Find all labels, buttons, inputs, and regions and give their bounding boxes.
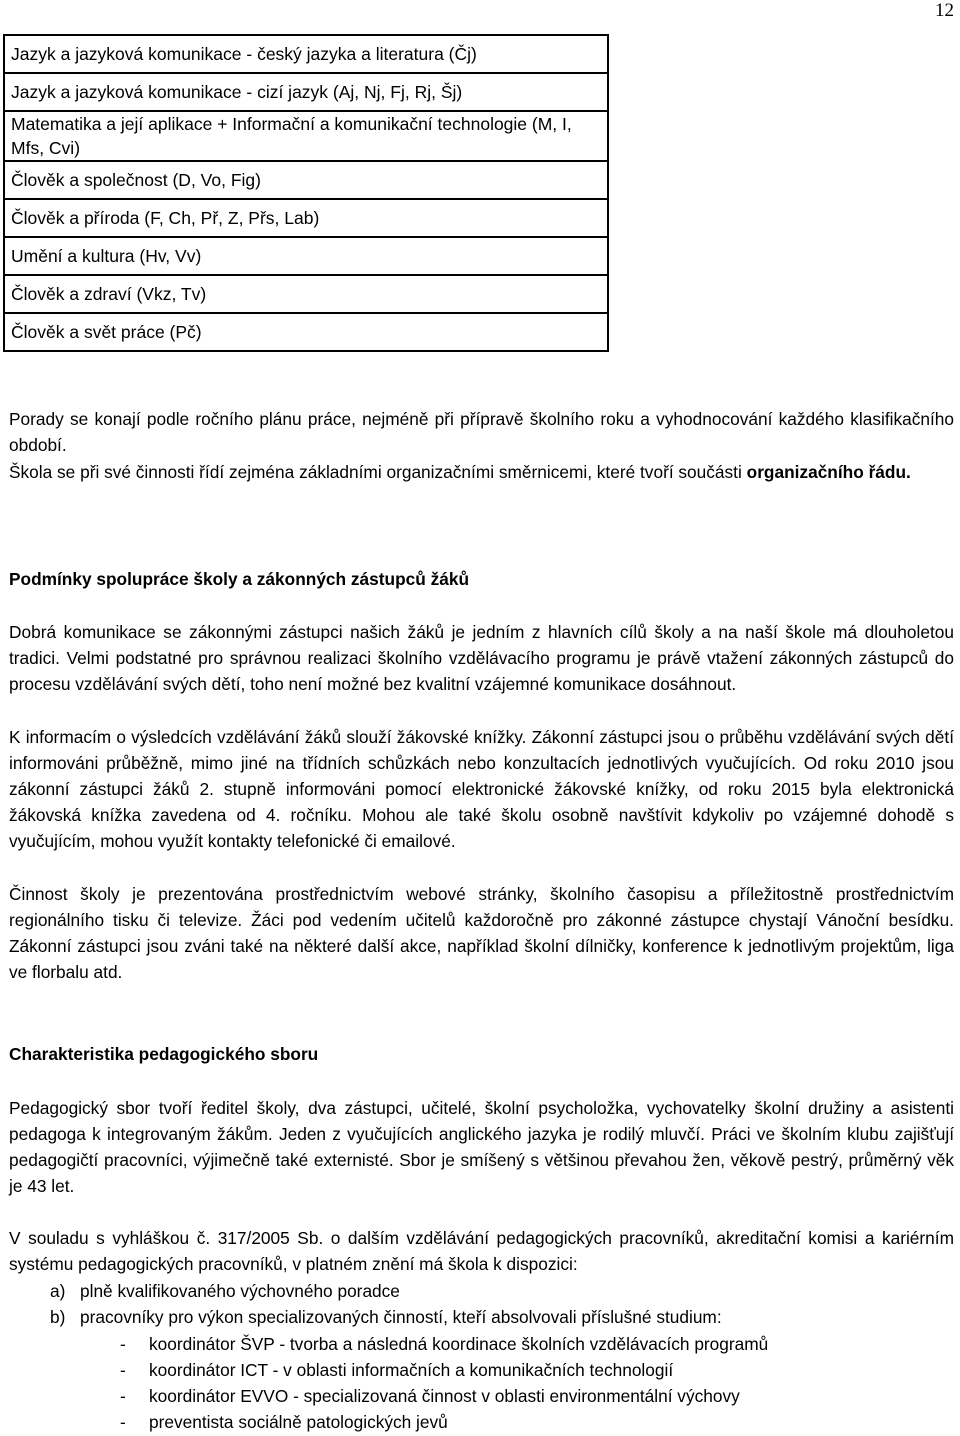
table-row (4, 237, 608, 275)
table-row (4, 111, 608, 161)
section-heading-spoluprace: Podmínky spolupráce školy a zákonných zástupců žáků (9, 569, 470, 589)
page-number: 12 (935, 0, 954, 21)
list-item (120, 1331, 768, 1357)
table-row (4, 313, 608, 351)
paragraph-text: Činnost školy je prezentována prostřednictvím webové stránky, školního časopisu a příležitostně prostřednictvím regionálního tisku či televize. Žáci pod vedením učitelů každoročně pro zákonné zástupce chystají Vánoční besídku. Zákonní zástupci jsou zváni také na některé další akce, například školní dílničky, konference k jednotlivým projektům, liga ve florbalu atd. (9, 884, 954, 983)
paragraph-text: Porady se konají podle ročního plánu práce, nejméně při přípravě školního roku a vyhodnocování každého klasifikačního období. (9, 409, 954, 456)
list-item-text: preventista sociálně patologických jevů (149, 1412, 448, 1433)
table-row (4, 73, 608, 111)
section-heading-sbor: Charakteristika pedagogického sboru (9, 1044, 319, 1064)
paragraph-bold-text: organizačního řádu. (746, 462, 911, 482)
table-row (4, 161, 608, 199)
dash-bullet: - (120, 1334, 126, 1354)
lettered-list (50, 1278, 722, 1330)
list-item (50, 1278, 722, 1304)
table-cell: Jazyk a jazyková komunikace - cizí jazyk (Aj, Nj, Fj, Rj, Šj) (4, 73, 608, 111)
paragraph-plain-text: Škola se při své činnosti řídí zejména základními organizačními směrnicemi, které tvoří součásti (9, 462, 742, 482)
list-item (50, 1304, 722, 1330)
paragraph-text (9, 459, 954, 485)
list-item (120, 1357, 768, 1383)
paragraph-cinnost (9, 881, 954, 985)
paragraph-sbor (9, 1095, 954, 1199)
table-cell: Umění a kultura (Hv, Vv) (4, 237, 608, 275)
table-cell: Matematika a její aplikace + Informační a komunikační technologie (M, I, Mfs, Cvi) (4, 111, 608, 161)
paragraph-vyhlaska (9, 1225, 954, 1277)
table-cell: Člověk a příroda (F, Ch, Př, Z, Přs, Lab) (4, 199, 608, 237)
paragraph-porady (9, 406, 954, 458)
table-row (4, 35, 608, 73)
table-cell: Člověk a svět práce (Pč) (4, 313, 608, 351)
paragraph-text: Dobrá komunikace se zákonnými zástupci našich žáků je jedním z hlavních cílů školy a na naší škole má dlouholetou tradici. Velmi podstatné pro správnou realizaci školního vzdělávacího programu je právě vtažení zákonných zástupců do procesu vzdělávání svých dětí, toho není možné bez kvalitní vzájemné komunikace dosáhnout. (9, 622, 954, 695)
dash-list (120, 1331, 768, 1435)
paragraph-text: V souladu s vyhláškou č. 317/2005 Sb. o dalším vzdělávání pedagogických pracovníků, akreditační komisi a kariérním systému pedagogických pracovníků, v platném znění má škola k dispozici: (9, 1228, 954, 1275)
list-item (120, 1409, 768, 1435)
list-item-label: b) (50, 1307, 66, 1328)
table-row (4, 199, 608, 237)
dash-bullet: - (120, 1360, 126, 1381)
dash-bullet: - (120, 1412, 126, 1433)
list-item-text: koordinátor ŠVP - tvorba a následná koordinace školních vzdělávacích programů (149, 1334, 769, 1354)
table-cell: Člověk a zdraví (Vkz, Tv) (4, 275, 608, 313)
list-item-text: plně kvalifikovaného výchovného poradce (80, 1281, 400, 1301)
list-item-label: a) (50, 1281, 66, 1301)
paragraph-text: Pedagogický sbor tvoří ředitel školy, dva zástupci, učitelé, školní psycholožka, vychovatelky školní družiny a asistenti pedagoga k integrovaným žákům. Jeden z vyučujících anglického jazyka je rodilý mluvčí. Práci ve školním klubu zajišťují pedagogičtí pracovníci, výjimečně také externisté. Sbor je smíšený s většinou převahou žen, věkově pestrý, průměrný věk je 43 let. (9, 1098, 954, 1197)
paragraph-dobra (9, 619, 954, 697)
paragraph-informacim (9, 724, 954, 854)
table-cell: Člověk a společnost (D, Vo, Fig) (4, 161, 608, 199)
paragraph-skola (9, 459, 954, 485)
paragraph-text: K informacím o výsledcích vzdělávání žáků slouží žákovské knížky. Zákonní zástupci jsou o průběhu vzdělávání svých dětí informováni průběžně, mimo jiné na třídních schůzkách nebo konzultacích jednotlivých vyučujících. Od roku 2010 jsou zákonní zástupci žáků 2. stupně informováni pomocí elektronické žákovské knížky, od roku 2015 byla elektronická žákovská knížka zavedena od 4. ročníku. Mohou ale také školu osobně navštívit kdykoliv po vzájemné dohodě s vyučujícím, mohou využít kontakty telefonické či emailové. (9, 727, 954, 852)
table-cell: Jazyk a jazyková komunikace - český jazyka a literatura (Čj) (4, 35, 608, 73)
list-item-text: koordinátor EVVO - specializovaná činnost v oblasti environmentální výchovy (149, 1386, 740, 1407)
list-item (120, 1383, 768, 1409)
subjects-table (3, 34, 609, 352)
list-item-text: pracovníky pro výkon specializovaných činností, kteří absolvovali příslušné studium: (80, 1307, 722, 1328)
table-row (4, 275, 608, 313)
dash-bullet: - (120, 1386, 126, 1407)
list-item-text: koordinátor ICT - v oblasti informačních a komunikačních technologií (149, 1360, 674, 1381)
